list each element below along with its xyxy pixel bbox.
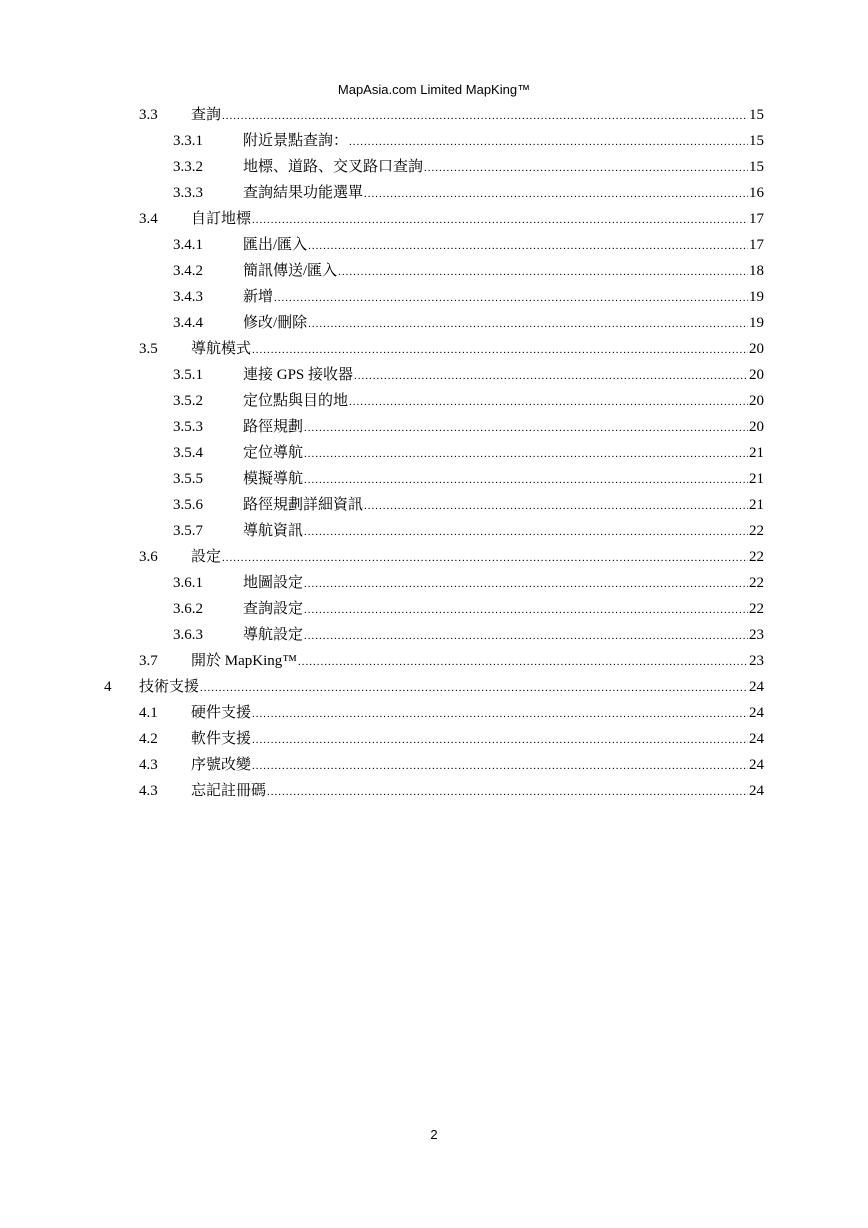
toc-entry-number: 3.4.1 [173,237,203,253]
toc-entry[interactable] [173,154,764,180]
toc-entry-number: 4 [104,679,112,695]
toc-entry[interactable] [173,440,764,466]
toc-dot-leader [274,285,748,311]
toc-entry[interactable] [173,180,764,206]
toc-entry-page: 19 [749,289,764,305]
toc-entry-title: 定位點與目的地 [243,393,349,409]
toc-dot-leader [252,701,748,727]
toc-entry-page: 16 [749,185,764,201]
toc-entry-number: 3.5.5 [173,471,203,487]
toc-dot-leader [349,129,748,155]
toc-entry[interactable] [104,674,764,700]
toc-entry-page: 19 [749,315,764,331]
toc-dot-leader [354,363,748,389]
toc-entry-title: 查詢設定 [243,601,304,617]
toc-entry[interactable] [139,700,764,726]
toc-entry-number: 3.5.7 [173,523,203,539]
toc-dot-leader [267,779,748,805]
toc-entry-page: 22 [749,601,764,617]
toc-dot-leader [222,103,748,129]
toc-entry-page: 22 [749,575,764,591]
toc-dot-leader [304,623,748,649]
toc-entry-title: 路徑規劃詳細資訊 [243,497,364,513]
toc-entry-page: 15 [749,133,764,149]
toc-entry[interactable] [173,258,764,284]
toc-dot-leader [200,675,748,701]
toc-dot-leader [338,259,748,285]
toc-dot-leader [308,311,748,337]
toc-entry[interactable] [139,206,764,232]
toc-dot-leader [364,181,748,207]
toc-entry-title: 自訂地標 [191,211,252,227]
toc-dot-leader [252,337,748,363]
toc-entry-page: 20 [749,367,764,383]
toc-entry-page: 23 [749,627,764,643]
toc-dot-leader [252,207,748,233]
toc-dot-leader [364,493,748,519]
toc-entry-number: 3.3.2 [173,159,203,175]
toc-entry-title: 路徑規劃 [243,419,304,435]
toc-entry-page: 22 [749,523,764,539]
toc-entry-title: 開於 MapKing™ [191,653,297,669]
toc-dot-leader [304,467,748,493]
toc-entry-number: 4.3 [139,757,158,773]
toc-entry[interactable] [173,596,764,622]
toc-entry-number: 3.4.4 [173,315,203,331]
toc-entry-page: 24 [749,705,764,721]
page-header: MapAsia.com Limited MapKing™ [337,82,531,97]
toc-entry[interactable] [173,232,764,258]
toc-dot-leader [252,753,748,779]
toc-entry-number: 3.6.3 [173,627,203,643]
toc-dot-leader [349,389,748,415]
toc-entry-number: 4.2 [139,731,158,747]
toc-entry-number: 4.3 [139,783,158,799]
toc-entry[interactable] [173,518,764,544]
toc-entry[interactable] [173,570,764,596]
toc-entry-page: 24 [749,757,764,773]
toc-entry-page: 18 [749,263,764,279]
toc-entry-title: 匯出/匯入 [243,237,308,253]
toc-entry[interactable] [139,752,764,778]
toc-entry-number: 3.3.1 [173,133,203,149]
page-number: 2 [430,1127,438,1142]
toc-entry-number: 3.5.4 [173,445,203,461]
toc-entry-title: 附近景點查詢： [243,133,349,149]
toc-entry-page: 20 [749,341,764,357]
toc-entry[interactable] [139,726,764,752]
toc-dot-leader [304,519,748,545]
toc-entry[interactable] [173,466,764,492]
toc-entry-number: 3.5.1 [173,367,203,383]
toc-entry-number: 3.6.2 [173,601,203,617]
toc-entry-page: 21 [749,445,764,461]
toc-entry-number: 3.5.6 [173,497,203,513]
toc-entry[interactable] [139,778,764,804]
toc-entry-title: 連接 GPS 接收器 [243,367,354,383]
toc-entry-title: 新增 [243,289,274,305]
toc-entry[interactable] [139,544,764,570]
toc-entry-page: 15 [749,159,764,175]
toc-entry-title: 地圖設定 [243,575,304,591]
toc-entry[interactable] [173,128,764,154]
toc-dot-leader [308,233,748,259]
toc-entry-title: 簡訊傳送/匯入 [243,263,338,279]
toc-entry-page: 22 [749,549,764,565]
toc-entry-page: 20 [749,419,764,435]
toc-dot-leader [304,571,748,597]
toc-entry-title: 序號改變 [191,757,252,773]
toc-entry-page: 15 [749,107,764,123]
toc-entry-title: 導航資訊 [243,523,304,539]
toc-dot-leader [222,545,748,571]
toc-entry-number: 3.4.3 [173,289,203,305]
toc-entry-title: 模擬導航 [243,471,304,487]
toc-entry-title: 設定 [191,549,222,565]
toc-entry-title: 查詢結果功能選單 [243,185,364,201]
toc-entry-number: 4.1 [139,705,158,721]
toc-entry-number: 3.5 [139,341,158,357]
toc-entry-title: 忘記註冊碼 [191,783,267,799]
toc-entry-page: 17 [749,211,764,227]
toc-entry-title: 軟件支援 [191,731,252,747]
toc-dot-leader [298,649,748,675]
toc-entry-title: 技術支援 [139,679,200,695]
toc-entry-number: 3.5.2 [173,393,203,409]
toc-entry-page: 24 [749,679,764,695]
toc-dot-leader [424,155,748,181]
toc-entry-title: 修改/刪除 [243,315,308,331]
toc-dot-leader [304,441,748,467]
toc-entry-page: 20 [749,393,764,409]
toc-entry[interactable] [139,336,764,362]
toc-entry-page: 23 [749,653,764,669]
toc-entry[interactable] [139,648,764,674]
toc-entry-number: 3.7 [139,653,158,669]
toc-entry-title: 地標、道路、交叉路口查詢 [243,159,424,175]
toc-entry-page: 17 [749,237,764,253]
toc-entry[interactable] [173,414,764,440]
toc-dot-leader [304,415,748,441]
toc-entry-number: 3.6.1 [173,575,203,591]
toc-entry-title: 導航設定 [243,627,304,643]
toc-entry-page: 21 [749,497,764,513]
toc-entry-title: 硬件支援 [191,705,252,721]
toc-entry-title: 查詢 [191,107,222,123]
toc-entry-number: 3.3 [139,107,158,123]
toc-entry-number: 3.4 [139,211,158,227]
toc-entry[interactable] [173,388,764,414]
toc-entry-title: 導航模式 [191,341,252,357]
toc-entry-number: 3.3.3 [173,185,203,201]
toc-entry[interactable] [173,310,764,336]
toc-entry-title: 定位導航 [243,445,304,461]
toc-entry-number: 3.6 [139,549,158,565]
toc-entry[interactable] [173,622,764,648]
toc-entry[interactable] [173,362,764,388]
toc-entry-number: 3.4.2 [173,263,203,279]
toc-entry-number: 3.5.3 [173,419,203,435]
toc-entry-page: 24 [749,783,764,799]
toc-entry[interactable] [173,284,764,310]
toc-entry[interactable] [139,102,764,128]
toc-dot-leader [252,727,748,753]
toc-entry[interactable] [173,492,764,518]
toc-dot-leader [304,597,748,623]
toc-entry-page: 21 [749,471,764,487]
toc-entry-page: 24 [749,731,764,747]
